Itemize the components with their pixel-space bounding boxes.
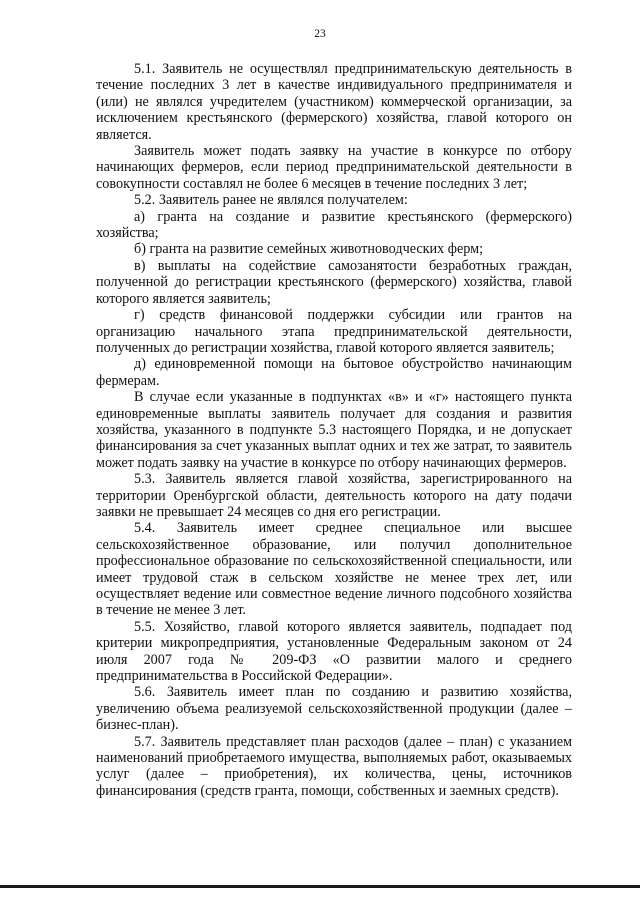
paragraph-5-1-note: Заявитель может подать заявку на участие в конкурсе по отбору начинающих фермеров, если период предпринимательской деятельности в совокупности составлял не более 6 месяцев в течение последних 3 лет; [96,143,572,192]
list-item-b: б) гранта на развитие семейных животноводческих ферм; [134,241,484,258]
page-number: 23 [314,28,326,40]
paragraph-5-4: 5.4. Заявитель имеет среднее специальное или высшее сельскохозяйственное образование, или получил дополнительное профессиональное образование по сельскохозяйственной специальности, или имеет трудовой стаж в сельском хозяйстве не менее трех лет, или осуществляет ведение или совместное ведение личного подсобного хозяйства в течение не менее 3 лет. [96,520,572,619]
bottom-rule [0,885,640,888]
paragraph-5-1: 5.1. Заявитель не осуществлял предпринимательскую деятельность в течение последних 3 лет в качестве индивидуального предпринимателя и (или) не являлся учредителем (участником) коммерческой организации, за исключением крестьянского (фермерского) хозяйства, главой которого он является. [96,61,572,143]
list-item-a: а) гранта на создание и развитие крестьянского (фермерского) хозяйства; [96,208,572,242]
paragraph-5-3: 5.3. Заявитель является главой хозяйства, зарегистрированного на территории Оренбургской области, деятельность которого на дату подачи заявки не превышает 24 месяцев со дня его регистрации. [96,471,572,520]
paragraph-5-5: 5.5. Хозяйство, главой которого является заявитель, подпадает под критерии микропредприятия, установленные Федеральным законом от 24 июля 2007 года № 209-ФЗ «О развитии малого и среднего предпринимательства в Российской Федерации». [96,618,572,685]
list-item-d: д) единовременной помощи на бытовое обустройство начинающим фермерам. [96,356,572,389]
list-item-v: в) выплаты на содействие самозанятости безработных граждан, полученной до регистрации крестьянского (фермерского) хозяйства, главой которого является заявитель; [96,257,572,307]
paragraph-5-7: 5.7. Заявитель представляет план расходов (далее – план) с указанием наименований приобретаемого имущества, выполняемых работ, оказываемых услуг (далее – приобретения), их количества, цены, источников финансирования (средств гранта, помощи, собственных и заемных средств). [96,733,572,799]
paragraph-5-2: 5.2. Заявитель ранее не являлся получателем: [134,192,408,209]
list-item-g: г) средств финансовой поддержки субсидии или грантов на организацию начального этапа предпринимательской деятельности, полученных до регистрации хозяйства, главой которого является заявитель; [96,307,572,356]
paragraph-5-2-note: В случае если указанные в подпунктах «в» и «г» настоящего пункта единовременные выплаты заявитель получает для создания и развития хозяйства, указанного в подпункте 5.3 настоящего Порядка, и не допускает финансирования за счет указанных выплат одних и тех же затрат, то заявитель может подать заявку на участие в конкурсе по отбору начинающих фермеров. [96,389,572,471]
paragraph-5-6: 5.6. Заявитель имеет план по созданию и развитию хозяйства, увеличению объема реализуемой сельскохозяйственной продукции (далее – бизнес-план). [96,684,572,734]
document-body [96,61,572,799]
